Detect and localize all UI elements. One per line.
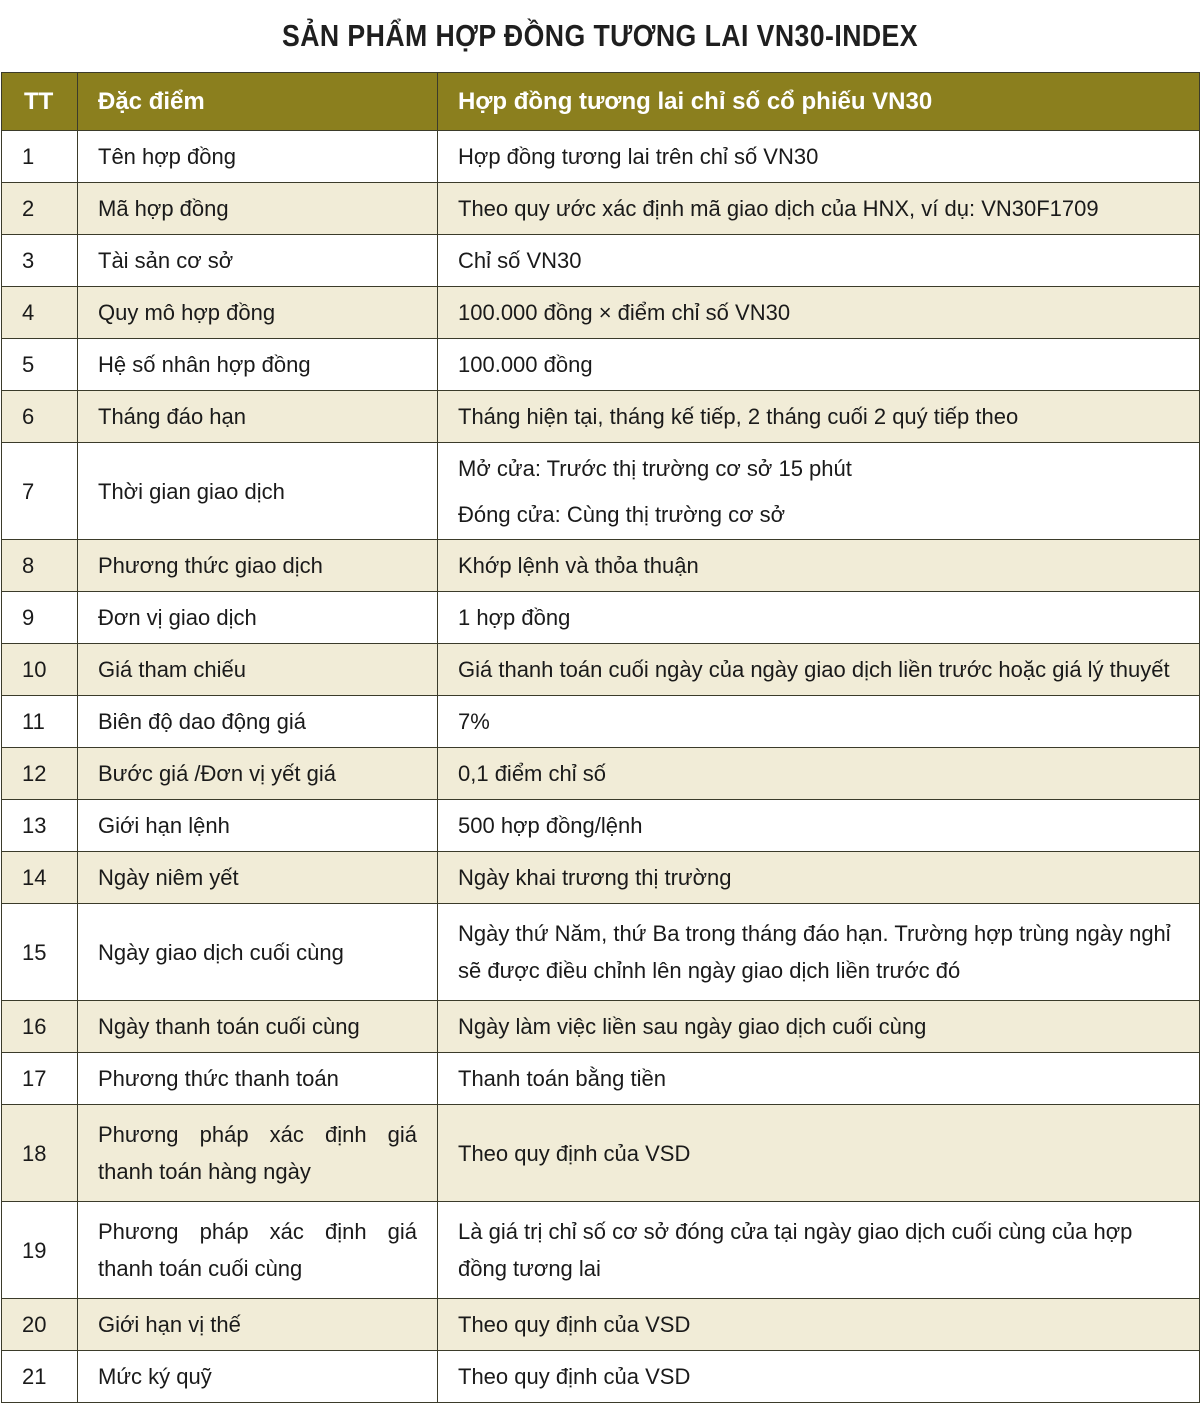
row-number: 5 [2,339,78,391]
row-description [438,852,1200,904]
table-header-row [2,73,1200,131]
row-description [438,183,1200,235]
table-row [2,287,1200,339]
table-row [2,592,1200,644]
description-line: Theo quy định của VSD [458,1140,691,1166]
description-line: Thanh toán bằng tiền [458,1066,666,1091]
row-description [438,644,1200,696]
description-line: Là giá trị chỉ số cơ sở đóng cửa tại ngày giao dịch cuối cùng của hợp đồng tương lai [458,1219,1133,1281]
row-feature: Phương pháp xác định giá thanh toán cuối cùng [78,1202,438,1299]
row-number: 7 [2,443,78,540]
row-feature: Phương thức giao dịch [78,540,438,592]
row-description [438,1053,1200,1105]
header-tt: TT [2,73,78,131]
header-description: Hợp đồng tương lai chỉ số cổ phiếu VN30 [438,73,1200,131]
description-line: Theo quy định của VSD [458,1364,691,1389]
table-row [2,644,1200,696]
row-description [438,1105,1200,1202]
table-row [2,800,1200,852]
table-row [2,852,1200,904]
description-line: 100.000 đồng × điểm chỉ số VN30 [458,300,791,325]
row-number: 9 [2,592,78,644]
table-row [2,540,1200,592]
row-feature: Mã hợp đồng [78,183,438,235]
row-feature: Bước giá /Đơn vị yết giá [78,748,438,800]
row-feature: Ngày niêm yết [78,852,438,904]
row-number: 16 [2,1001,78,1053]
row-description [438,287,1200,339]
row-description [438,235,1200,287]
description-line: Ngày khai trương thị trường [458,865,732,890]
description-line: Mở cửa: Trước thị trường cơ sở 15 phút [458,455,852,481]
row-feature: Thời gian giao dịch [78,443,438,540]
description-line: 100.000 đồng [458,352,593,377]
row-number: 10 [2,644,78,696]
row-feature: Tháng đáo hạn [78,391,438,443]
description-line: Đóng cửa: Cùng thị trường cơ sở [458,501,786,527]
table-row [2,1351,1200,1403]
row-description [438,540,1200,592]
description-line: 0,1 điểm chỉ số [458,761,606,786]
description-line: Theo quy ước xác định mã giao dịch của HNX, ví dụ: VN30F1709 [458,196,1099,221]
row-description [438,391,1200,443]
row-feature: Giá tham chiếu [78,644,438,696]
table-body [2,131,1200,1403]
row-number: 14 [2,852,78,904]
table-row [2,748,1200,800]
table-row [2,1105,1200,1202]
row-feature: Đơn vị giao dịch [78,592,438,644]
row-feature: Giới hạn lệnh [78,800,438,852]
row-number: 11 [2,696,78,748]
row-description [438,904,1200,1001]
header-feature: Đặc điểm [78,73,438,131]
row-description [438,1351,1200,1403]
description-line: 1 hợp đồng [458,605,571,630]
description-line: Ngày làm việc liền sau ngày giao dịch cuối cùng [458,1014,927,1039]
row-feature: Quy mô hợp đồng [78,287,438,339]
row-number: 2 [2,183,78,235]
table-row [2,339,1200,391]
contract-spec-table [1,72,1200,1403]
table-row [2,235,1200,287]
row-feature: Phương pháp xác định giá thanh toán hàng ngày [78,1105,438,1202]
description-line: 7% [458,709,490,734]
table-row [2,443,1200,540]
description-line: Giá thanh toán cuối ngày của ngày giao dịch liền trước hoặc giá lý thuyết [458,657,1170,682]
row-feature: Ngày thanh toán cuối cùng [78,1001,438,1053]
description-line: Ngày thứ Năm, thứ Ba trong tháng đáo hạn. Trường hợp trùng ngày nghỉ sẽ được điều chỉnh lên ngày giao dịch liền trước đó [458,921,1171,983]
row-feature: Giới hạn vị thế [78,1299,438,1351]
row-number: 12 [2,748,78,800]
description-line: Hợp đồng tương lai trên chỉ số VN30 [458,144,819,169]
row-number: 6 [2,391,78,443]
row-description [438,592,1200,644]
row-number: 1 [2,131,78,183]
row-number: 4 [2,287,78,339]
row-feature: Tên hợp đồng [78,131,438,183]
row-description [438,1001,1200,1053]
row-number: 3 [2,235,78,287]
row-feature: Ngày giao dịch cuối cùng [78,904,438,1001]
row-description [438,339,1200,391]
table-row [2,183,1200,235]
table-row [2,1053,1200,1105]
row-number: 15 [2,904,78,1001]
row-number: 20 [2,1299,78,1351]
table-row [2,1001,1200,1053]
row-feature: Hệ số nhân hợp đồng [78,339,438,391]
table-row [2,904,1200,1001]
row-number: 18 [2,1105,78,1202]
row-description [438,748,1200,800]
row-number: 21 [2,1351,78,1403]
page-title: SẢN PHẨM HỢP ĐỒNG TƯƠNG LAI VN30-INDEX [282,18,918,53]
description-line: Tháng hiện tại, tháng kế tiếp, 2 tháng cuối 2 quý tiếp theo [458,404,1019,429]
row-feature: Phương thức thanh toán [78,1053,438,1105]
row-description [438,800,1200,852]
row-description [438,1202,1200,1299]
table-row [2,1299,1200,1351]
row-number: 13 [2,800,78,852]
description-line: Theo quy định của VSD [458,1312,691,1337]
row-feature: Mức ký quỹ [78,1351,438,1403]
description-line: Chỉ số VN30 [458,248,582,273]
row-description [438,131,1200,183]
row-number: 17 [2,1053,78,1105]
row-feature: Tài sản cơ sở [78,235,438,287]
table-row [2,696,1200,748]
row-description [438,443,1200,540]
table-row [2,391,1200,443]
table-row [2,1202,1200,1299]
description-line: 500 hợp đồng/lệnh [458,813,643,838]
row-feature: Biên độ dao động giá [78,696,438,748]
table-row [2,131,1200,183]
row-number: 19 [2,1202,78,1299]
row-description [438,696,1200,748]
row-description [438,1299,1200,1351]
row-number: 8 [2,540,78,592]
description-line: Khớp lệnh và thỏa thuận [458,553,699,578]
